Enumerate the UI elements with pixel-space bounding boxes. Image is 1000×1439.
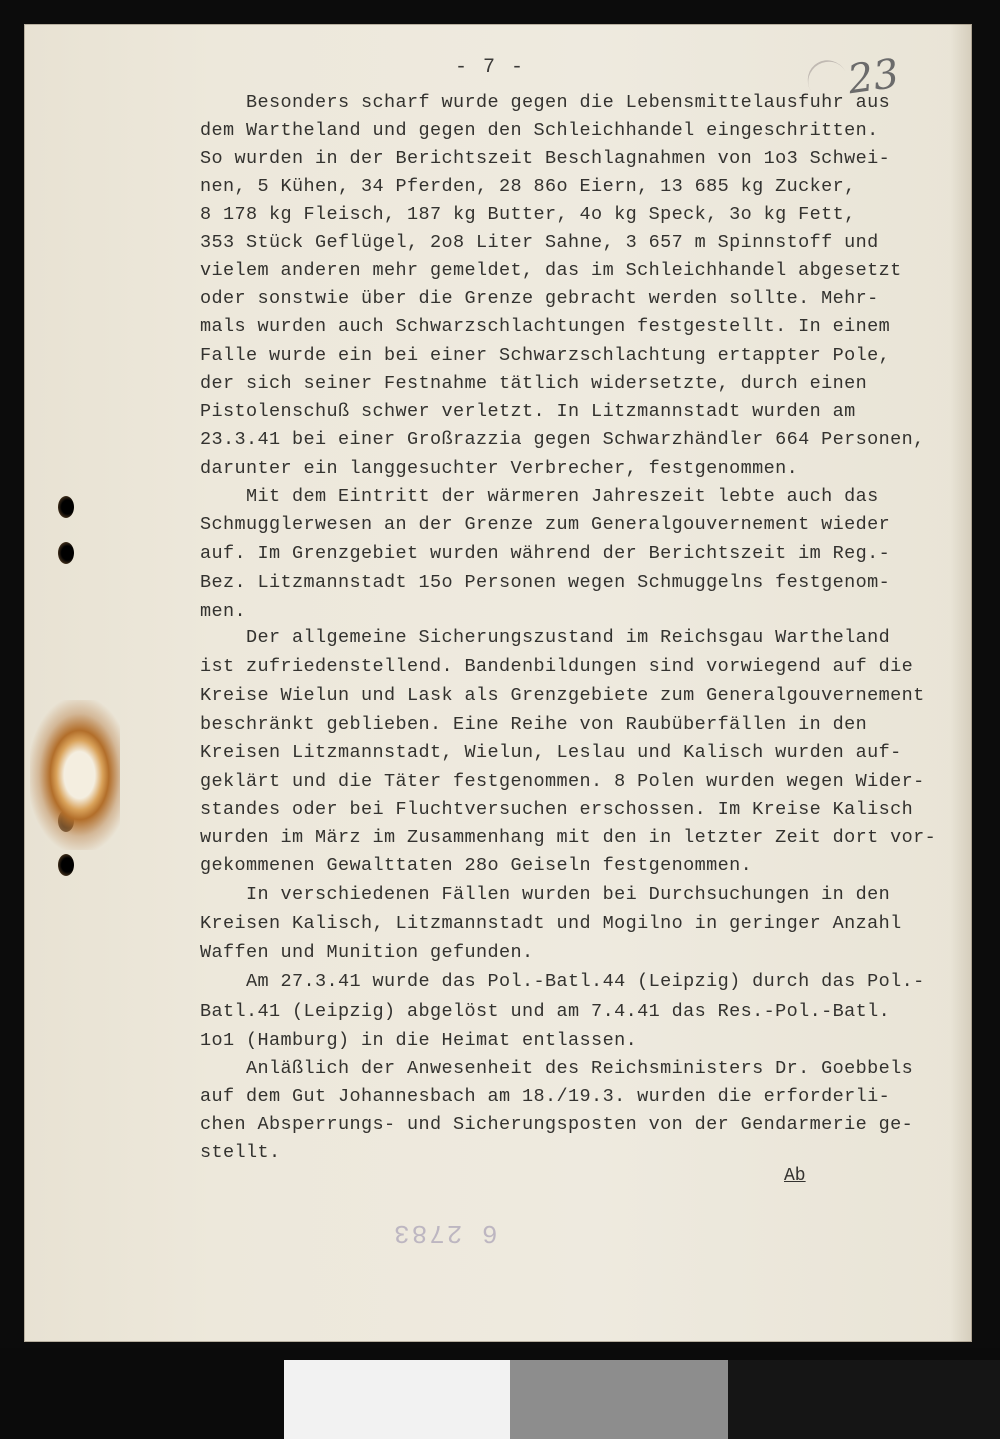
- text-line: der sich seiner Festnahme tätlich widersetzte, durch einen: [200, 373, 868, 394]
- text-line: 23.3.41 bei einer Großrazzia gegen Schwarzhändler 664 Personen,: [200, 429, 925, 450]
- archive-number: 23: [845, 50, 902, 104]
- text-line: 1o1 (Hamburg) in die Heimat entlassen.: [200, 1030, 638, 1051]
- text-line: ist zufriedenstellend. Bandenbildungen sind vorwiegend auf die: [200, 656, 914, 677]
- text-line: Der allgemeine Sicherungszustand im Reichsgau Wartheland: [200, 627, 891, 648]
- text-line: So wurden in der Berichtszeit Beschlagnahmen von 1o3 Schwei-: [200, 148, 891, 169]
- text-line: Kreisen Litzmannstadt, Wielun, Leslau und Kalisch wurden auf-: [200, 742, 902, 763]
- text-line: darunter ein langgesuchter Verbrecher, festgenommen.: [200, 458, 799, 479]
- color-calibration-bar: [0, 1348, 1000, 1439]
- calibration-patch-gray: [510, 1360, 728, 1439]
- text-line: wurden im März im Zusammenhang mit den in letzter Zeit dort vor-: [200, 827, 937, 848]
- page-number: - 7 -: [455, 56, 526, 79]
- text-line: gekommenen Gewalttaten 28o Geiseln festgenommen.: [200, 855, 753, 876]
- text-line: Anläßlich der Anwesenheit des Reichsministers Dr. Goebbels: [200, 1058, 914, 1079]
- text-line: standes oder bei Fluchtversuchen erschossen. Im Kreise Kalisch: [200, 799, 914, 820]
- text-line: mals wurden auch Schwarzschlachtungen festgestellt. In einem: [200, 316, 891, 337]
- punch-hole: [58, 542, 74, 564]
- burn-mark: [30, 700, 120, 850]
- punch-hole: [58, 496, 74, 518]
- text-line: oder sonstwie über die Grenze gebracht werden sollte. Mehr-: [200, 288, 879, 309]
- text-line: Kreisen Kalisch, Litzmannstadt und Mogilno in geringer Anzahl: [200, 913, 902, 934]
- text-line: auf dem Gut Johannesbach am 18./19.3. wurden die erforderli-: [200, 1086, 891, 1107]
- text-line: Kreise Wielun und Lask als Grenzgebiete zum Generalgouvernement: [200, 685, 925, 706]
- text-line: Falle wurde ein bei einer Schwarzschlachtung ertappter Pole,: [200, 345, 891, 366]
- text-line: Besonders scharf wurde gegen die Lebensmittelausfuhr aus: [200, 92, 891, 113]
- text-line: Mit dem Eintritt der wärmeren Jahreszeit lebte auch das: [200, 486, 879, 507]
- calibration-patch-black: [728, 1360, 1000, 1439]
- text-line: 8 178 kg Fleisch, 187 kg Butter, 4o kg Speck, 3o kg Fett,: [200, 204, 856, 225]
- punch-hole: [58, 854, 74, 876]
- text-line: chen Absperrungs- und Sicherungsposten von der Gendarmerie ge-: [200, 1114, 914, 1135]
- text-line: dem Wartheland und gegen den Schleichhandel eingeschritten.: [200, 120, 879, 141]
- text-line: Schmugglerwesen an der Grenze zum Generalgouvernement wieder: [200, 514, 891, 535]
- text-line: Pistolenschuß schwer verletzt. In Litzmannstadt wurden am: [200, 401, 856, 422]
- text-line: men.: [200, 601, 247, 622]
- text-line: Batl.41 (Leipzig) abgelöst und am 7.4.41 das Res.-Pol.-Batl.: [200, 1001, 891, 1022]
- text-line: 353 Stück Geflügel, 2o8 Liter Sahne, 3 657 m Spinnstoff und: [200, 232, 879, 253]
- text-line: nen, 5 Kühen, 34 Pferden, 28 86o Eiern, 13 685 kg Zucker,: [200, 176, 856, 197]
- text-line: Waffen und Munition gefunden.: [200, 942, 534, 963]
- text-line: In verschiedenen Fällen wurden bei Durchsuchungen in den: [200, 884, 891, 905]
- text-line: Bez. Litzmannstadt 15o Personen wegen Schmuggelns festgenom-: [200, 572, 891, 593]
- ink-stamp: 6 2783: [392, 1218, 498, 1248]
- text-line: auf. Im Grenzgebiet wurden während der Berichtszeit im Reg.-: [200, 543, 891, 564]
- calibration-patch-white: [284, 1360, 510, 1439]
- text-line: stellt.: [200, 1142, 281, 1163]
- text-line: geklärt und die Täter festgenommen. 8 Polen wurden wegen Wider-: [200, 771, 925, 792]
- signature-mark: Ab: [784, 1166, 806, 1186]
- text-line: vielem anderen mehr gemeldet, das im Schleichhandel abgesetzt: [200, 260, 902, 281]
- text-line: Am 27.3.41 wurde das Pol.-Batl.44 (Leipzig) durch das Pol.-: [200, 971, 925, 992]
- text-line: beschränkt geblieben. Eine Reihe von Raubüberfällen in den: [200, 714, 868, 735]
